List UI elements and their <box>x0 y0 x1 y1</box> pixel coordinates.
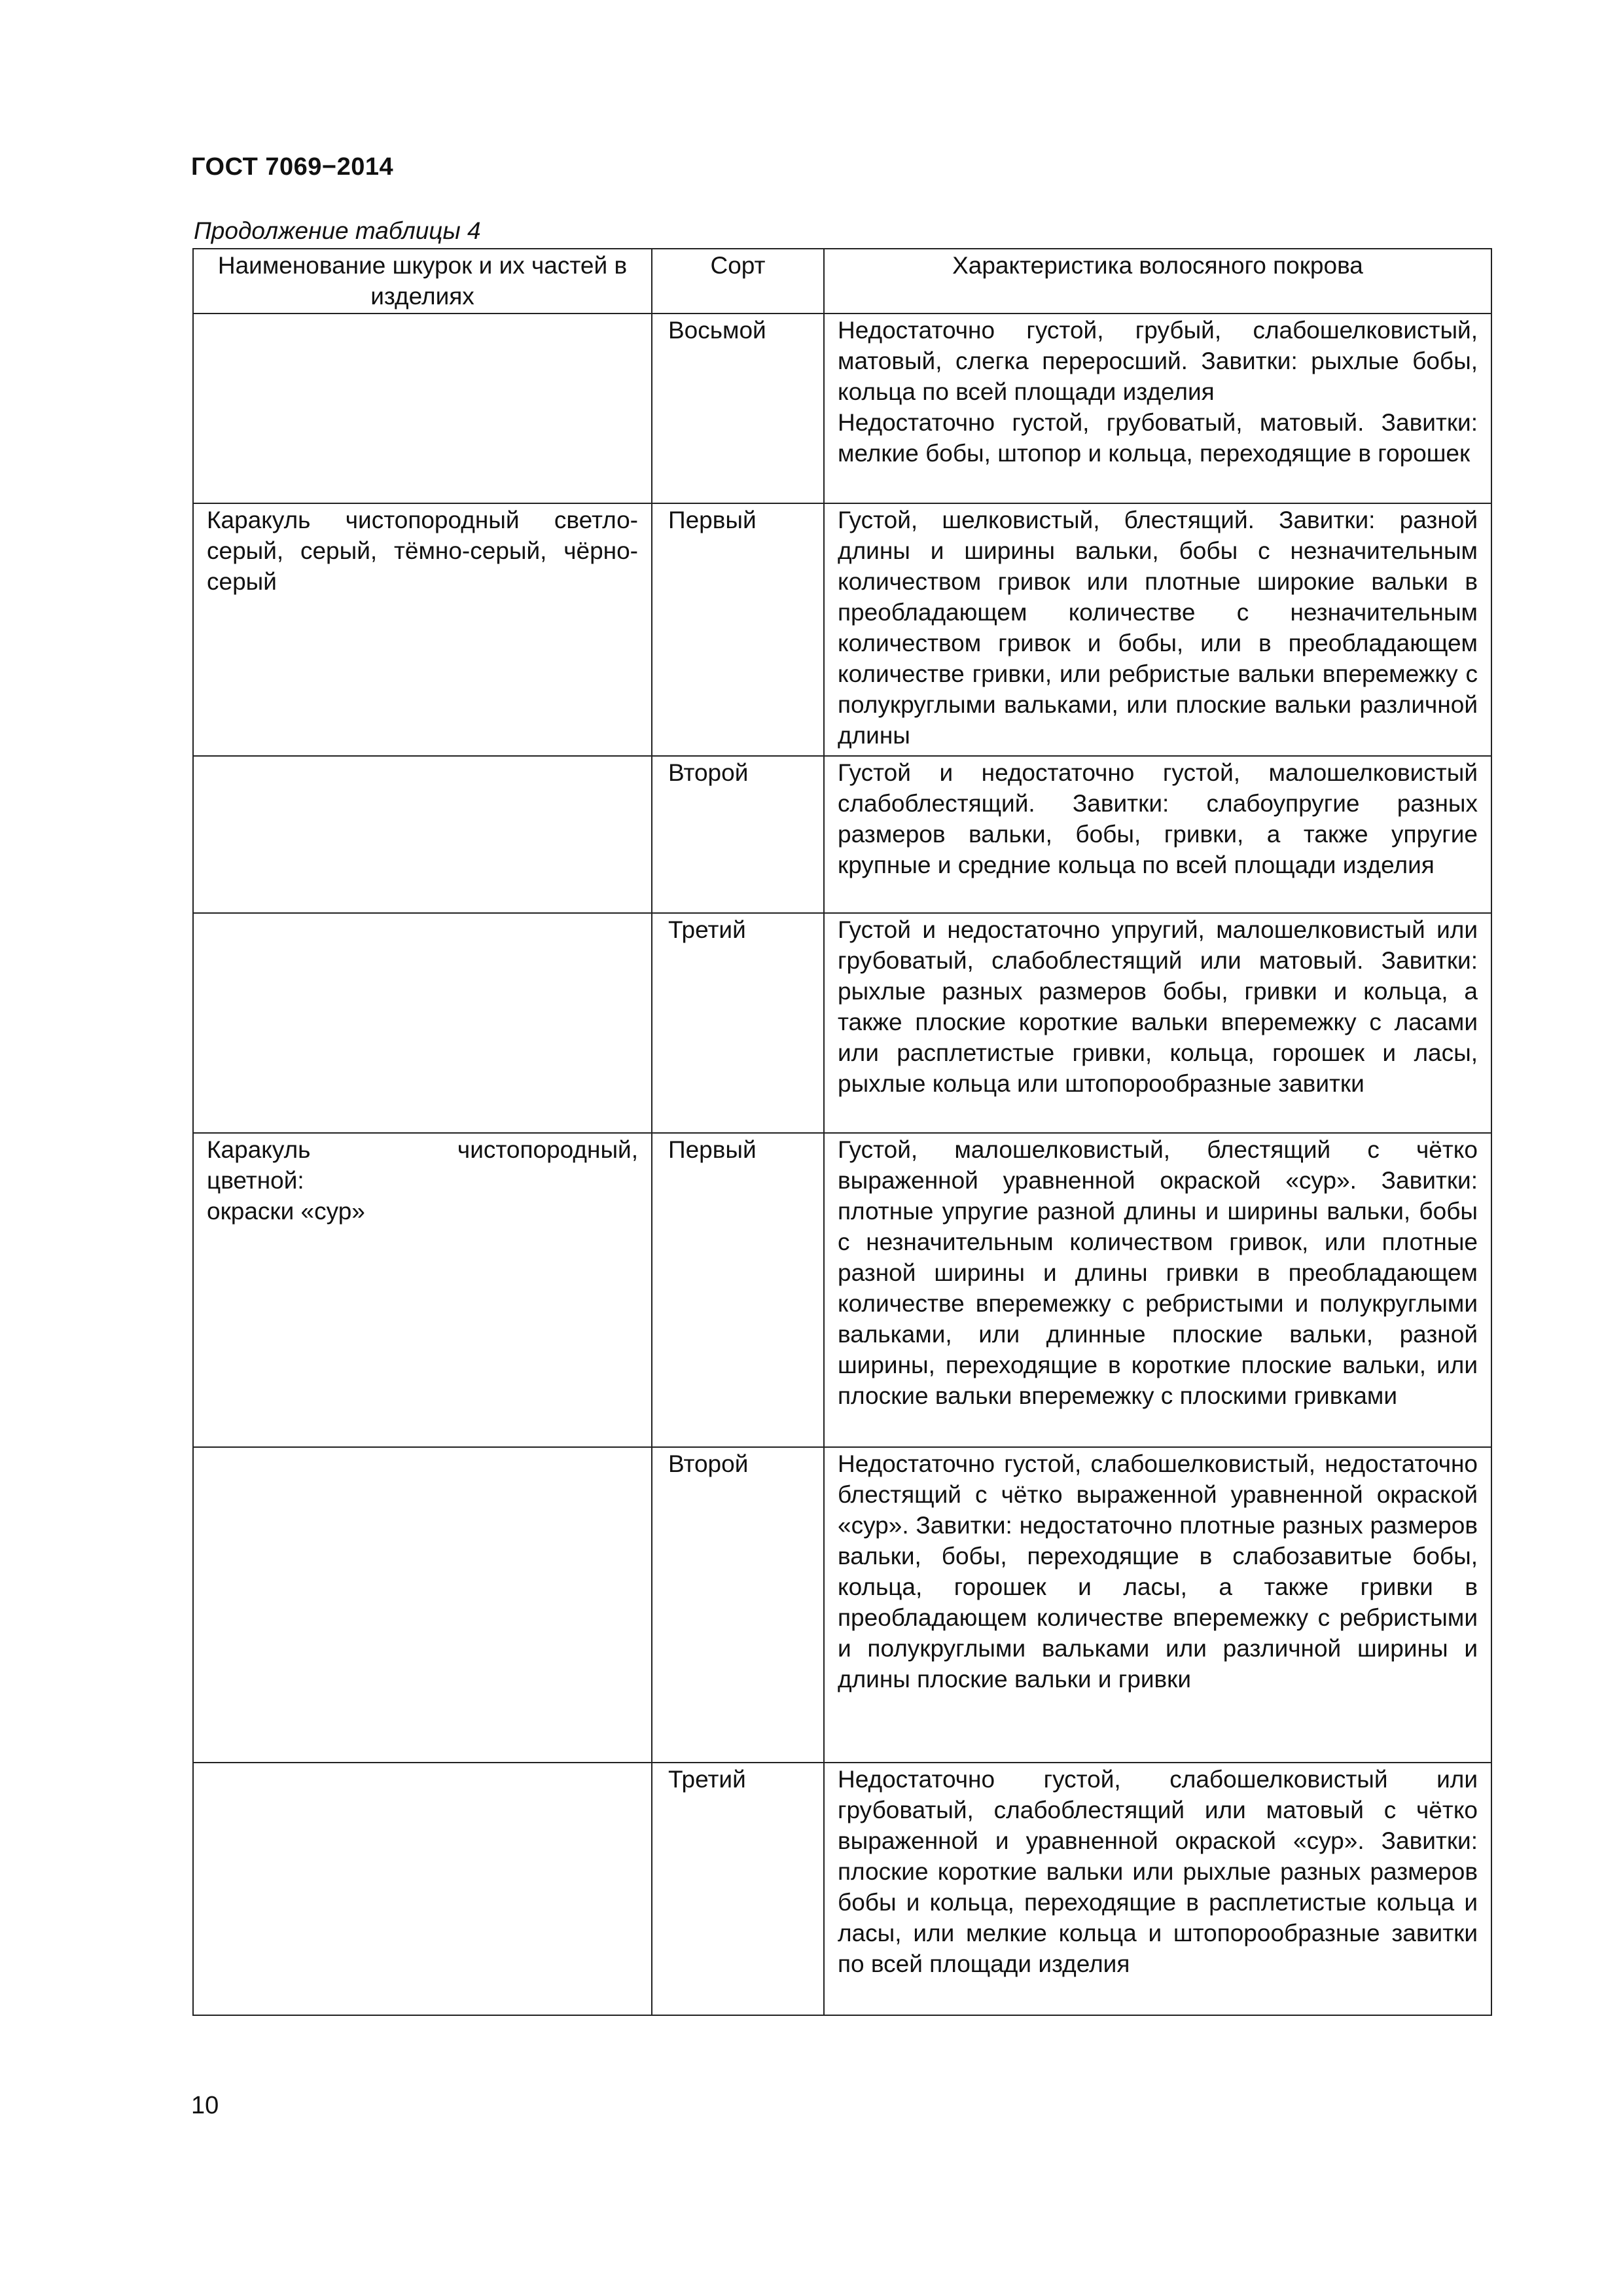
name-cell <box>193 1763 652 2015</box>
name-cell: Каракуль чистопородный светло-серый, серый, тёмно-серый, чёрно-серый <box>193 503 652 756</box>
column-header-name: Наименование шкурок и их частей в изделиях <box>193 249 652 314</box>
description-paragraph: Густой, малошелковистый, блестящий с чётко выраженной уравненной окраской «сур». Завитки: плотные упругие разной длины и ширины вальки, бобы с незначительным количеством гривок, или плотные разной ширины и длины гривки в преобладающем количестве вперемежку с ребристыми и полукруглыми вальками, или длинные плоские вальки, разной ширины, переходящие в короткие плоские вальки, или плоские вальки вперемежку с плоскими гривками <box>838 1136 1478 1409</box>
grade-cell: Третий <box>652 1763 824 2015</box>
table-row <box>193 1763 1491 2015</box>
description-cell <box>824 756 1491 913</box>
column-header-grade: Сорт <box>652 249 824 314</box>
table-body <box>193 314 1491 2015</box>
table-row <box>193 756 1491 913</box>
description-paragraph: Густой, шелковистый, блестящий. Завитки: разной длины и ширины вальки, бобы с незначительным количеством гривок или плотные широкие вальки в преобладающем количестве с незначительным количеством гривок и бобы, или в преобладающем количестве гривки, или ребристые вальки вперемежку с полукруглыми вальками, или плоские вальки различной длины <box>838 507 1478 749</box>
column-header-characteristic: Характеристика волосяного покрова <box>824 249 1491 314</box>
name-line: Каракуль чистопородный, <box>207 1136 638 1163</box>
description-paragraph: Недостаточно густой, слабошелковистый, недостаточно блестящий с чётко выраженной уравненной окраской «сур». Завитки: недостаточно плотные разных размеров вальки, бобы, переходящие в слабозавитые бобы, кольца, горошек и ласы, а также гривки в преобладающем количестве вперемежку с ребристыми и полукруглыми вальками или различной ширины и длины плоские вальки и гривки <box>838 1450 1478 1693</box>
document-code: ГОСТ 7069−2014 <box>191 153 394 181</box>
table-row <box>193 503 1491 756</box>
name-cell <box>193 1447 652 1763</box>
description-paragraph: Густой и недостаточно упругий, малошелковистый или грубоватый, слабоблестящий или матовый. Завитки: рыхлые разных размеров бобы, гривки и кольца, а также плоские короткие вальки вперемежку с ласами или расплетистые гривки, кольца, горошек и ласы, рыхлые кольца или штопорообразные завитки <box>838 916 1478 1097</box>
grade-cell: Восьмой <box>652 314 824 503</box>
description-cell <box>824 1133 1491 1447</box>
description-cell <box>824 314 1491 503</box>
table-row <box>193 913 1491 1133</box>
name-cell <box>193 314 652 503</box>
table-header <box>193 249 1491 314</box>
name-line: окраски «сур» <box>207 1198 365 1225</box>
description-cell <box>824 1447 1491 1763</box>
grade-cell: Второй <box>652 756 824 913</box>
grade-cell: Первый <box>652 503 824 756</box>
description-cell <box>824 503 1491 756</box>
table-caption: Продолжение таблицы 4 <box>194 217 481 244</box>
table-row <box>193 314 1491 503</box>
name-cell <box>193 913 652 1133</box>
grade-cell: Третий <box>652 913 824 1133</box>
description-paragraph: Густой и недостаточно густой, малошелковистый слабоблестящий. Завитки: слабоупругие разных размеров вальки, бобы, гривки, а также упругие крупные и средние кольца по всей площади изделия <box>838 759 1478 878</box>
name-cell <box>193 1133 652 1447</box>
page-number: 10 <box>191 2092 219 2119</box>
description-cell <box>824 1763 1491 2015</box>
grade-cell: Второй <box>652 1447 824 1763</box>
description-paragraph: Недостаточно густой, грубый, слабошелковистый, матовый, слегка переросший. Завитки: рыхлые бобы, кольца по всей площади изделия <box>838 317 1478 405</box>
grade-cell: Первый <box>652 1133 824 1447</box>
name-cell <box>193 756 652 913</box>
table-row <box>193 1133 1491 1447</box>
header-row <box>193 249 1491 314</box>
description-cell <box>824 913 1491 1133</box>
table-row <box>193 1447 1491 1763</box>
name-line: цветной: <box>207 1167 304 1194</box>
description-paragraph: Недостаточно густой, слабошелковистый или грубоватый, слабоблестящий или матовый с чётко выраженной и уравненной окраской «сур». Завитки: плоские короткие вальки или рыхлые разных размеров бобы и кольца, переходящие в расплетистые кольца и ласы, или мелкие кольца и штопорообразные завитки по всей площади изделия <box>838 1766 1478 1977</box>
description-paragraph: Недостаточно густой, грубоватый, матовый. Завитки: мелкие бобы, штопор и кольца, переходящие в горошек <box>838 409 1478 467</box>
characteristics-table <box>192 248 1492 2016</box>
